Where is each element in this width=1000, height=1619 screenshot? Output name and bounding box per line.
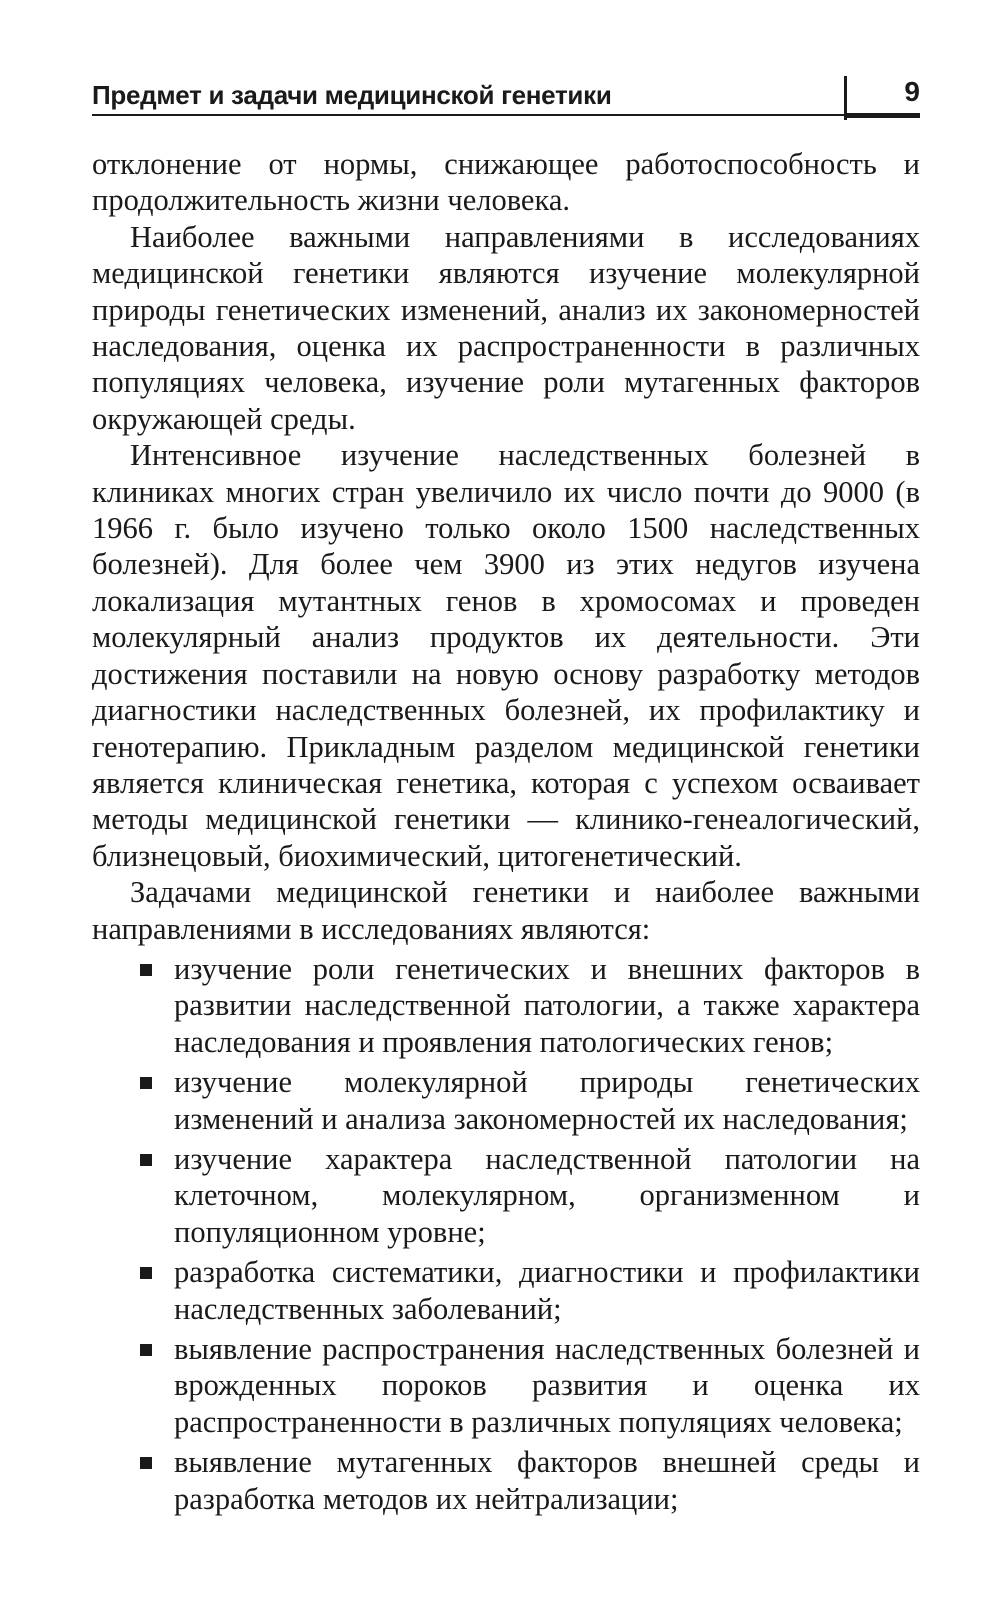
header-rule-thick — [847, 113, 920, 118]
paragraph-continuation: отклонение от нормы, снижающее работоспособность и продолжительность жизни человека. — [92, 147, 920, 218]
list-item-text: выявление мутагенных факторов внешней среды и разработка методов их нейтрализации; — [174, 1445, 920, 1516]
list-item-text: разработка систематики, диагностики и профилактики наследственных заболеваний; — [174, 1255, 920, 1326]
list-item-text: изучение характера наследственной патологии на клеточном, молекулярном, организменном и популяционном уровне; — [174, 1141, 920, 1249]
list-item — [92, 1444, 920, 1517]
list-item — [92, 1331, 920, 1440]
page-number: 9 — [904, 76, 920, 107]
list-item-text: изучение молекулярной природы генетических изменений и анализа закономерностей их наследования; — [174, 1065, 920, 1136]
square-bullet-icon — [140, 1154, 152, 1166]
running-head — [92, 76, 920, 120]
square-bullet-icon — [140, 1267, 152, 1279]
square-bullet-icon — [140, 964, 152, 976]
header-rule — [92, 114, 844, 116]
list-item — [92, 951, 920, 1060]
square-bullet-icon — [140, 1077, 152, 1089]
paragraph-tasks-intro: Задачами медицинской генетики и наиболее важными направлениями в исследованиях являются: — [92, 875, 920, 946]
tasks-list — [92, 951, 920, 1517]
list-item — [92, 1141, 920, 1250]
square-bullet-icon — [140, 1457, 152, 1469]
list-item-text: изучение роли генетических и внешних факторов в развитии наследственной патологии, а также характера наследования и проявления патологических генов; — [174, 951, 920, 1059]
paragraph-hereditary-diseases: Интенсивное изучение наследственных болезней в клиниках многих стран увеличило их число почти до 9000 (в 1966 г. было изучено только около 1500 наследственных болезней). Для более чем 3900 из этих недугов изучена локализация мутантных генов в хромосомах и проведен молекулярный анализ продуктов их деятельности. Эти достижения поставили на новую основу разработку методов диагностики наследственных болезней, их профилактику и генотерапию. Прикладным разделом медицинской генетики является клиническая генетика, которая с успехом осваивает методы медицинской генетики — клинико-генеалогический, близнецовый, биохимический, цитогенетический. — [92, 438, 920, 873]
list-item-text: выявление распространения наследственных болезней и врожденных пороков развития и оценка их распространенности в различных популяциях человека; — [174, 1332, 920, 1439]
running-title: Предмет и задачи медицинской генетики — [92, 80, 612, 110]
list-item — [92, 1254, 920, 1327]
body-text — [92, 146, 920, 1517]
paragraph-research-directions: Наиболее важными направлениями в исследованиях медицинской генетики являются изучение молекулярной природы генетических изменений, анализ их закономерностей наследования, оценка их распространенности в различных популяциях человека, изучение роли мутагенных факторов окружающей среды. — [92, 219, 920, 436]
square-bullet-icon — [140, 1344, 152, 1356]
list-item — [92, 1064, 920, 1137]
